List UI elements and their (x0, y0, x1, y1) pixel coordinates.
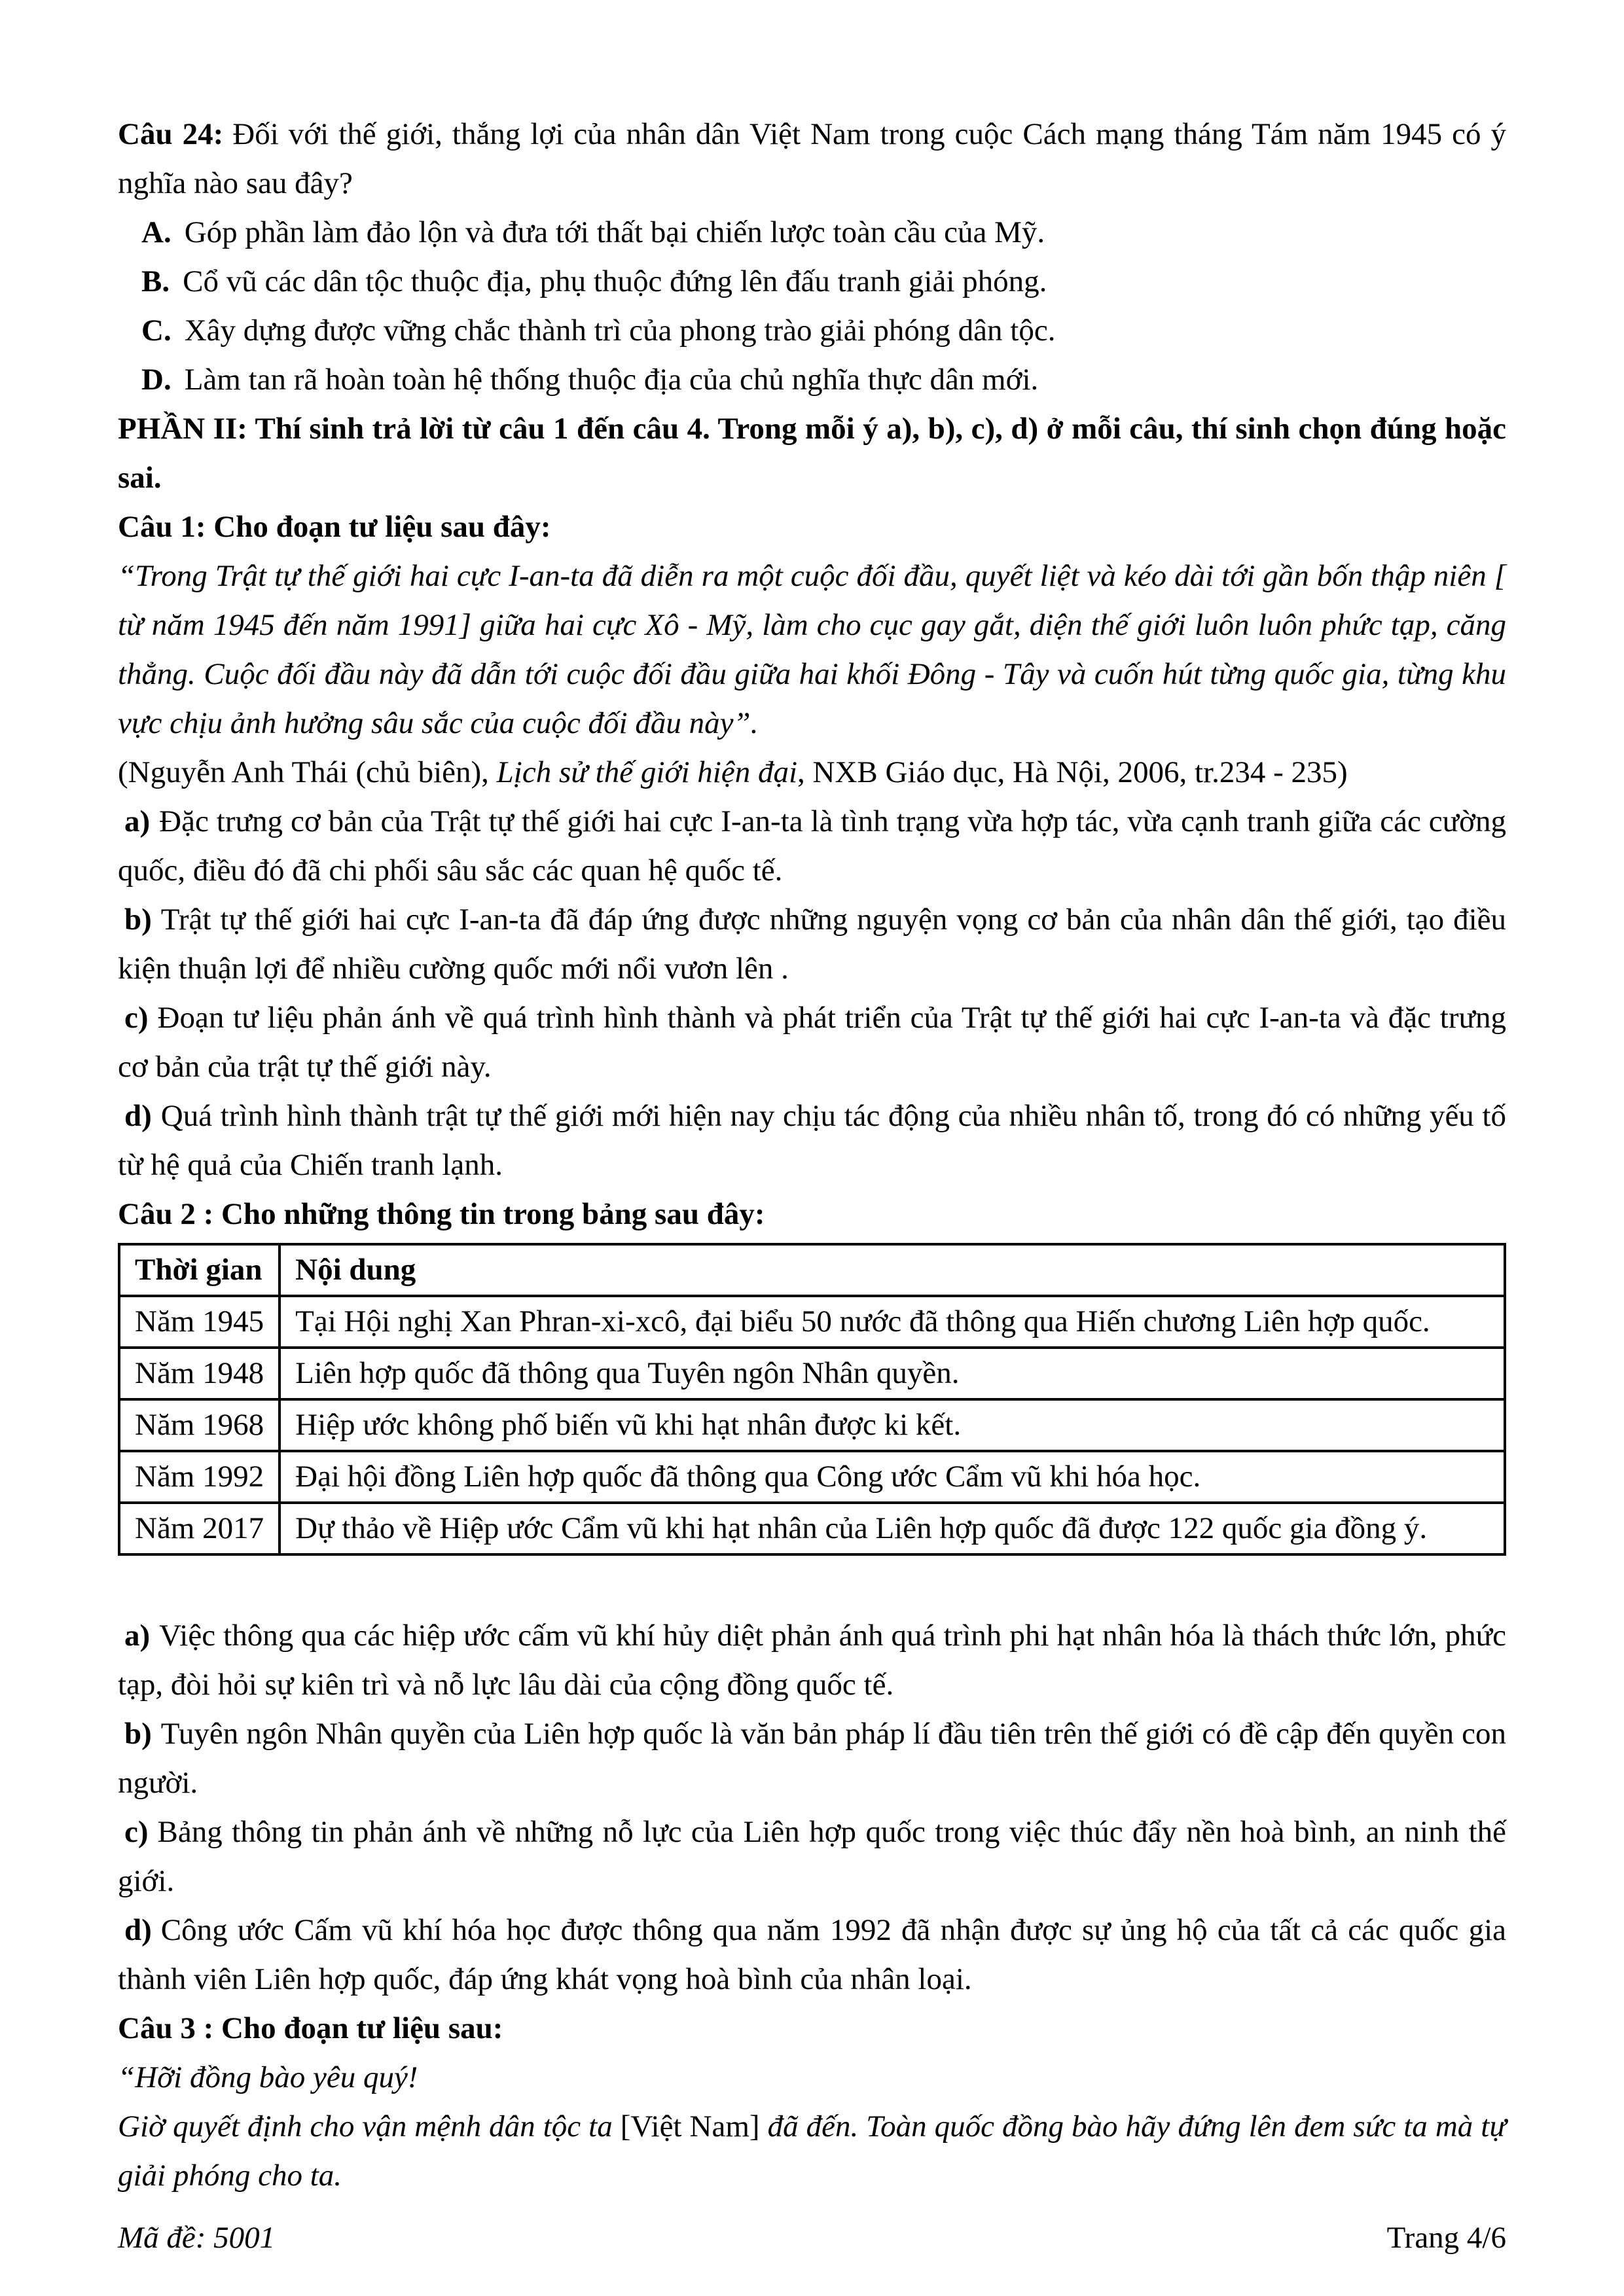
q2-item-b (118, 1710, 1506, 1808)
table-row (119, 1348, 1505, 1399)
table-cell-content: Liên hợp quốc đã thông qua Tuyên ngôn Nhân quyền. (280, 1348, 1505, 1399)
table-row (119, 1503, 1505, 1554)
table-header-content: Nội dung (280, 1244, 1505, 1296)
q3-heading: Câu 3 : Cho đoạn tư liệu sau: (118, 2011, 503, 2045)
item-text: Đoạn tư liệu phản ánh về quá trình hình thành và phát triển của Trật tự thế giới hai cực I-an-ta và đặc trưng cơ bản của trật tự thế giới này. (118, 1001, 1506, 1084)
q1-quote: “Trong Trật tự thế giới hai cực I-an-ta đã diễn ra một cuộc đối đầu, quyết liệt và kéo dài tới gần bốn thập niên [ từ năm 1945 đến năm 1991] giữa hai cực Xô - Mỹ, làm cho cục gay gắt, diện thế giới luôn luôn phức tạp, căng thẳng. Cuộc đối đầu này đã dẫn tới cuộc đối đầu giữa hai khối Đông - Tây và cuốn hút từng quốc gia, từng khu vực chịu ảnh hưởng sâu sắc của cuộc đối đầu này”. (118, 559, 1506, 740)
item-text: Bảng thông tin phản ánh về những nỗ lực của Liên hợp quốc trong việc thúc đẩy nền hoà bình, an ninh thế giới. (118, 1815, 1506, 1898)
option-text: Làm tan rã hoàn toàn hệ thống thuộc địa của chủ nghĩa thực dân mới. (184, 363, 1039, 397)
q2-item-c (118, 1808, 1506, 1906)
item-label: d) (124, 1913, 152, 1947)
quote-bracketed-note: [Việt Nam] (620, 2109, 760, 2144)
item-label: b) (124, 903, 152, 937)
table-header-time: Thời gian (119, 1244, 280, 1296)
exam-code: Mã đề: 5001 (118, 2221, 276, 2255)
q24-option-c (118, 306, 1506, 355)
item-text: Việc thông qua các hiệp ước cấm vũ khí hủy diệt phản ánh quá trình phi hạt nhân hóa là thách thức lớn, phức tạp, đòi hỏi sự kiên trì và nỗ lực lâu dài của cộng đồng quốc tế. (118, 1619, 1506, 1702)
q2-heading: Câu 2 : Cho những thông tin trong bảng sau đây: (118, 1197, 765, 1231)
q2-item-a (118, 1611, 1506, 1710)
table-cell-time: Năm 1945 (119, 1296, 280, 1348)
table-cell-content: Tại Hội nghị Xan Phran-xi-xcô, đại biểu 50 nước đã thông qua Hiến chương Liên hợp quốc. (280, 1296, 1505, 1348)
option-label: C. (141, 314, 171, 348)
table-row (119, 1451, 1505, 1503)
table-row (119, 1399, 1505, 1451)
item-label: c) (124, 1001, 149, 1035)
item-label: a) (124, 1619, 151, 1653)
item-text: Quá trình hình thành trật tự thế giới mới hiện nay chịu tác động của nhiều nhân tố, trong đó có những yếu tố từ hệ quả của Chiến tranh lạnh. (118, 1099, 1506, 1182)
item-text: Tuyên ngôn Nhân quyền của Liên hợp quốc là văn bản pháp lí đầu tiên trên thế giới có đề cập đến quyền con người. (118, 1717, 1506, 1800)
table-cell-time: Năm 1948 (119, 1348, 280, 1399)
q1-item-c (118, 994, 1506, 1092)
q2-table (118, 1243, 1506, 1556)
item-label: d) (124, 1099, 152, 1133)
page-footer (118, 2214, 1506, 2263)
q1-item-d (118, 1092, 1506, 1190)
question-24 (118, 110, 1506, 208)
page-number: Trang 4/6 (1386, 2221, 1506, 2255)
q24-option-b (118, 257, 1506, 306)
table-cell-content: Đại hội đồng Liên hợp quốc đã thông qua Công ước Cẩm vũ khi hóa học. (280, 1451, 1505, 1503)
item-text: Đặc trưng cơ bản của Trật tự thế giới hai cực I-an-ta là tình trạng vừa hợp tác, vừa cạnh tranh giữa các cường quốc, điều đó đã chi phối sâu sắc các quan hệ quốc tế. (118, 804, 1506, 888)
question-24-label: Câu 24: (118, 117, 224, 151)
option-text: Xây dựng được vững chắc thành trì của phong trào giải phóng dân tộc. (184, 314, 1056, 348)
citation-prefix: (Nguyễn Anh Thái (chủ biên), (118, 755, 497, 789)
citation-suffix: , NXB Giáo dục, Hà Nội, 2006, tr.234 - 235) (797, 755, 1348, 789)
item-label: b) (124, 1717, 152, 1751)
quote-text: Giờ quyết định cho vận mệnh dân tộc ta (118, 2109, 621, 2144)
q24-option-d (118, 355, 1506, 404)
table-cell-time: Năm 2017 (119, 1503, 280, 1554)
option-text: Cổ vũ các dân tộc thuộc địa, phụ thuộc đứng lên đấu tranh giải phóng. (183, 264, 1047, 298)
table-cell-time: Năm 1968 (119, 1399, 280, 1451)
q24-option-a (118, 208, 1506, 257)
q1-item-b (118, 895, 1506, 994)
citation-book-title: Lịch sử thế giới hiện đại (496, 755, 798, 789)
item-text: Công ước Cấm vũ khí hóa học được thông qua năm 1992 đã nhận được sự ủng hộ của tất cả các quốc gia thành viên Liên hợp quốc, đáp ứng khát vọng hoà bình của nhân loại. (118, 1913, 1506, 1996)
option-text: Góp phần làm đảo lộn và đưa tới thất bại chiến lược toàn cầu của Mỹ. (184, 215, 1045, 249)
q1-heading: Câu 1: Cho đoạn tư liệu sau đây: (118, 510, 551, 544)
table-cell-content: Dự thảo về Hiệp ước Cẩm vũ khi hạt nhân của Liên hợp quốc đã được 122 quốc gia đồng ý. (280, 1503, 1505, 1554)
option-label: B. (141, 264, 170, 298)
option-label: D. (141, 363, 171, 397)
q3-quote-line1: “Hỡi đồng bào yêu quý! (118, 2060, 418, 2094)
item-label: a) (124, 804, 151, 838)
q1-citation (118, 748, 1506, 797)
q2-item-d (118, 1906, 1506, 2004)
item-text: Trật tự thế giới hai cực I-an-ta đã đáp ứng được những nguyện vọng cơ bản của nhân dân thế giới, tạo điều kiện thuận lợi để nhiều cường quốc mới nổi vươn lên . (118, 903, 1506, 986)
table-cell-time: Năm 1992 (119, 1451, 280, 1503)
quote-text: đã đến. Toàn quốc đồng bào hãy đứng lên đem sức ta mà tự giải phóng cho ta. (118, 2109, 1506, 2193)
table-row (119, 1296, 1505, 1348)
part2-heading: PHẦN II: Thí sinh trả lời từ câu 1 đến câu 4. Trong mỗi ý a), b), c), d) ở mỗi câu, thí sinh chọn đúng hoặc sai. (118, 412, 1506, 495)
item-label: c) (124, 1815, 149, 1849)
table-header-row (119, 1244, 1505, 1296)
question-24-text: Đối với thế giới, thắng lợi của nhân dân Việt Nam trong cuộc Cách mạng tháng Tám năm 1945 có ý nghĩa nào sau đây? (118, 117, 1507, 200)
exam-page-content (118, 110, 1506, 2200)
table-cell-content: Hiệp ước không phố biến vũ khi hạt nhân được ki kết. (280, 1399, 1505, 1451)
q3-quote-line2 (118, 2102, 1506, 2200)
q1-item-a (118, 797, 1506, 895)
option-label: A. (141, 215, 171, 249)
